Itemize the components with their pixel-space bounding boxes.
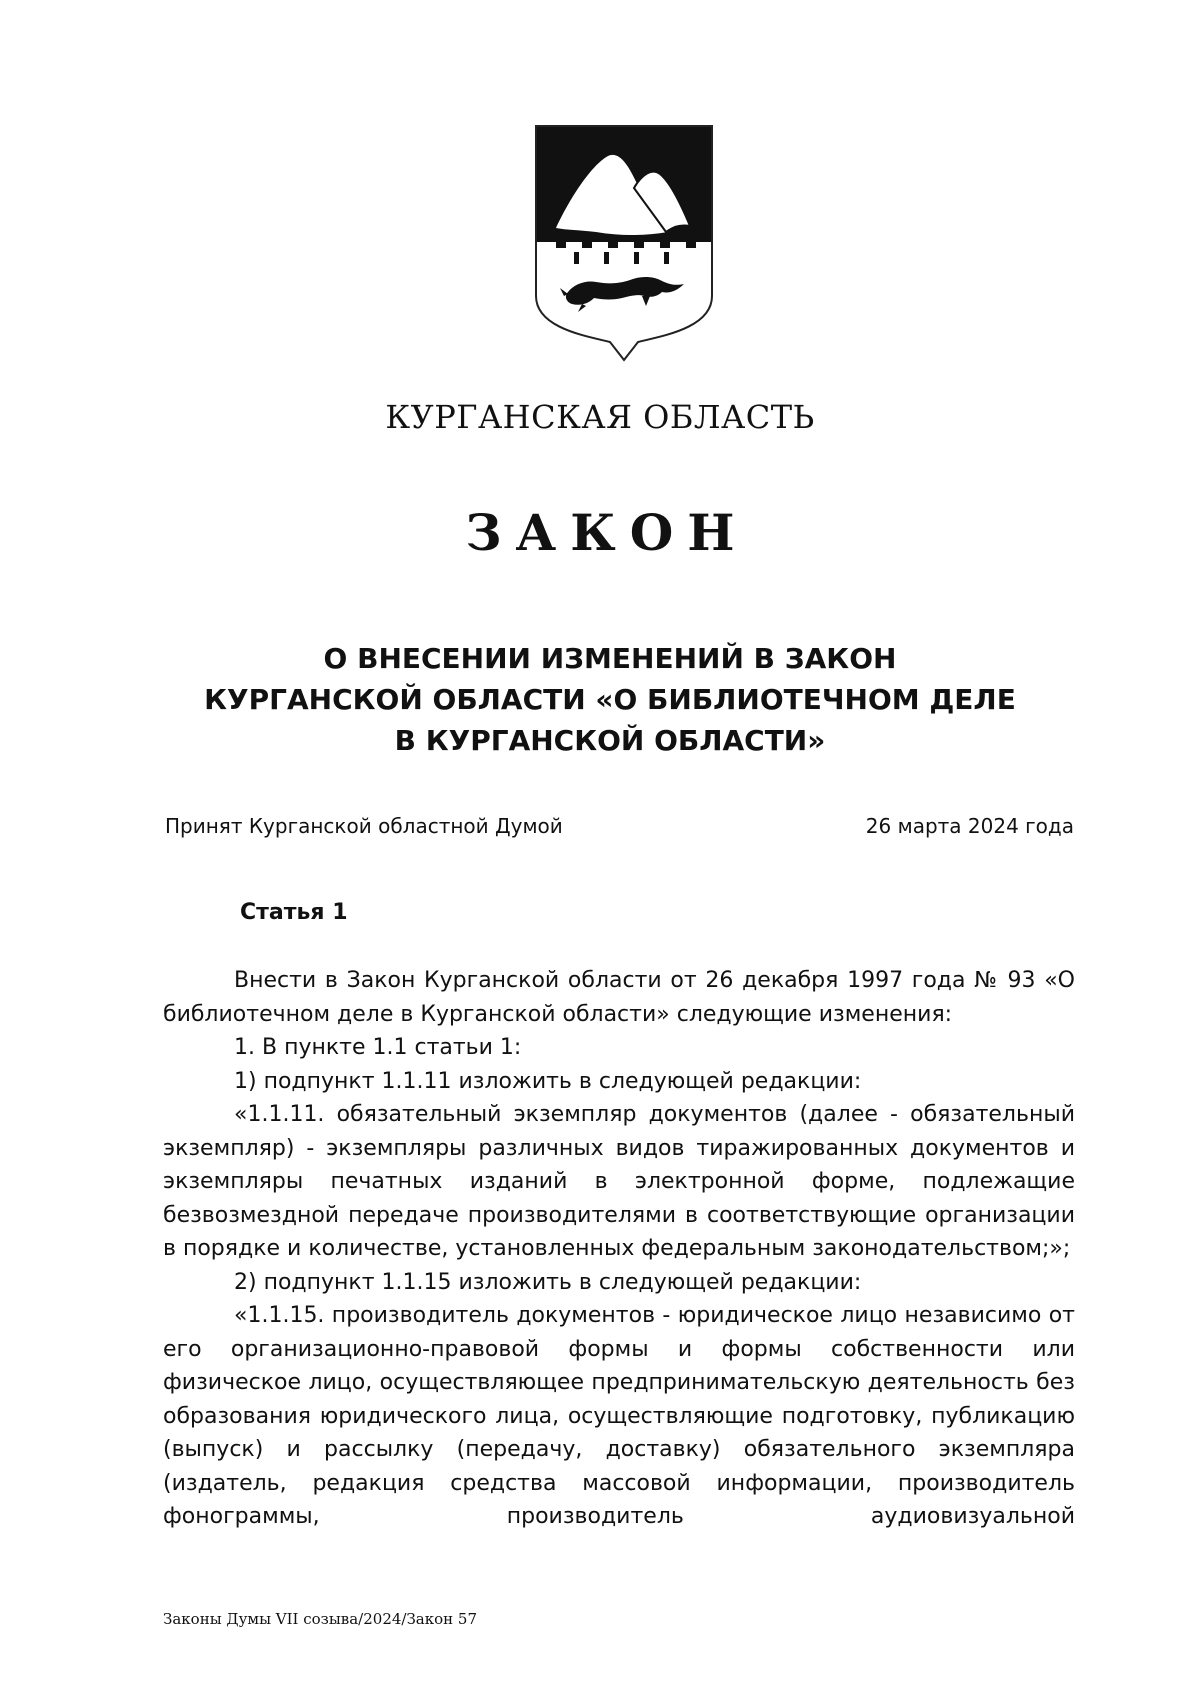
adopted-by-text: Принят Курганской областной Думой xyxy=(165,814,563,838)
article-paragraph: 1. В пункте 1.1 статьи 1: xyxy=(234,1035,522,1060)
kurgan-oblast-coat-of-arms-icon xyxy=(534,124,714,362)
article-paragraph: «1.1.11. обязательный экземпляр документов (далее - обязательный экземпляр) - экземпляры различных видов тиражированных документов и экземпляры печатных изданий в электронной форме, подлежащие безвозмездной передаче производителями в соответствующие организации в порядке и количестве, установленных федеральным законодательством;»; xyxy=(163,1102,1075,1261)
region-name: КУРГАНСКАЯ ОБЛАСТЬ xyxy=(385,398,815,436)
adoption-date: 26 марта 2024 года xyxy=(865,814,1074,838)
law-title-line: О ВНЕСЕНИИ ИЗМЕНЕНИЙ В ЗАКОН xyxy=(323,642,897,675)
footer-reference: Законы Думы VII созыва/2024/Закон 57 xyxy=(163,1610,478,1628)
law-title xyxy=(200,638,1020,761)
article-paragraph: 1) подпункт 1.1.11 изложить в следующей редакции: xyxy=(234,1068,862,1094)
article-paragraph: «1.1.15. производитель документов - юридическое лицо независимо от его организационно-правовой формы и формы собственности или физическое лицо, осуществляющее предпринимательскую деятельность без образования юридического лица, осуществляющие подготовку, публикацию (выпуск) и рассылку (передачу, доставку) обязательного экземпляра (издатель, редакция средства массовой информации, производитель фонограммы, производитель аудиовизуальной xyxy=(163,1303,1075,1529)
article-body xyxy=(163,964,1075,1534)
law-title-line: КУРГАНСКОЙ ОБЛАСТИ «О БИБЛИОТЕЧНОМ ДЕЛЕ xyxy=(204,683,1016,716)
article-paragraph: Внести в Закон Курганской области от 26 декабря 1997 года № 93 «О библиотечном деле в Курганской области» следующие изменения: xyxy=(163,968,1075,1027)
law-title-line: В КУРГАНСКОЙ ОБЛАСТИ» xyxy=(394,724,826,757)
article-paragraph: 2) подпункт 1.1.15 изложить в следующей редакции: xyxy=(234,1269,862,1295)
document-type-heading: ЗАКОН xyxy=(465,503,749,562)
article-heading: Статья 1 xyxy=(240,900,348,925)
